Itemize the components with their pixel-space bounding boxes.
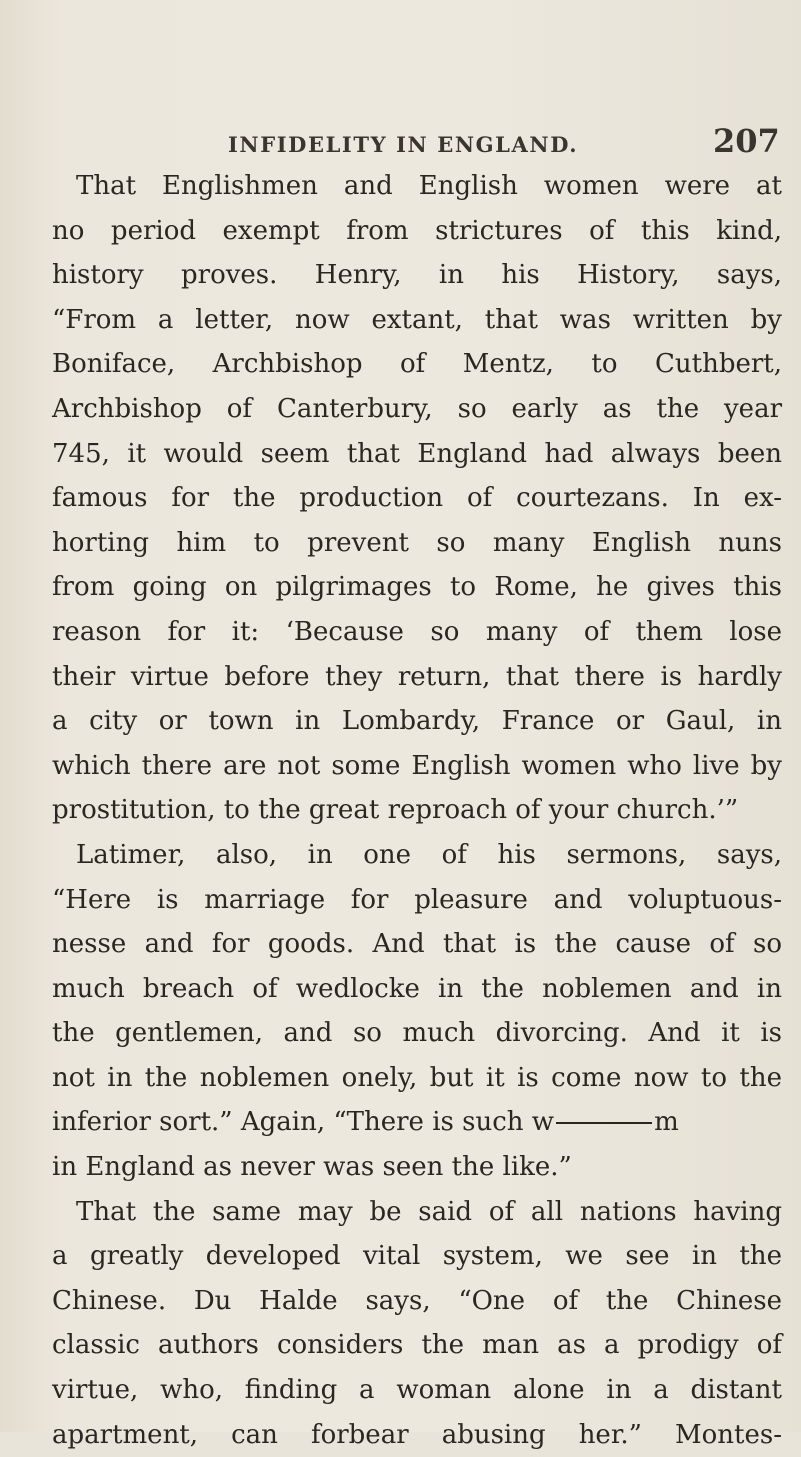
text-line: their virtue before they return, that there is hardly [52, 661, 782, 692]
text-line: Latimer, also, in one of his sermons, says, [76, 839, 782, 870]
text-line: nesse and for goods. And that is the cause of so [52, 929, 782, 960]
text-line: 745, it would seem that England had always been [52, 438, 782, 469]
text-line: not in the noblemen onely, but it is come now to the [52, 1062, 782, 1093]
text-line: horting him to prevent so many English nuns [52, 527, 782, 558]
text-line: in England as never was seen the like.” [52, 1152, 572, 1183]
text-line: a greatly developed vital system, we see in the [52, 1241, 782, 1272]
text-line: That the same may be said of all nations having [76, 1196, 782, 1227]
text-line: reason for it: ‘Because so many of them lose [52, 616, 782, 647]
text-line: Boniface, Archbishop of Mentz, to Cuthbert, [52, 349, 782, 380]
text-line-with-dash [52, 1100, 782, 1145]
text-fragment: m [654, 1107, 679, 1138]
page-number: 207 [713, 122, 780, 160]
text-line: no period exempt from strictures of this kind, [52, 215, 782, 246]
text-line: Archbishop of Canterbury, so early as the year [52, 393, 782, 424]
text-line: a city or town in Lombardy, France or Gaul, in [52, 706, 782, 737]
text-fragment: inferior sort.” Again, “There is such w [52, 1107, 555, 1138]
text-line: apartment, can forbear abusing her.” Montes- [52, 1419, 782, 1450]
text-line: Chinese. Du Halde says, “One of the Chinese [52, 1285, 782, 1316]
text-line: “Here is marriage for pleasure and voluptuous- [52, 884, 782, 915]
text-line: virtue, who, finding a woman alone in a distant [52, 1375, 782, 1406]
text-line: much breach of wedlocke in the noblemen and in [52, 973, 782, 1004]
text-line: from going on pilgrimages to Rome, he gives this [52, 572, 782, 603]
text-line: which there are not some English women who live by [52, 750, 782, 781]
running-head: INFIDELITY IN ENGLAND. [228, 132, 579, 157]
text-line: “From a letter, now extant, that was written by [52, 304, 782, 335]
dash-rule [556, 1122, 652, 1124]
text-line: classic authors considers the man as a prodigy of [52, 1330, 782, 1361]
text-line: famous for the production of courtezans. In ex- [52, 483, 782, 514]
text-line: prostitution, to the great reproach of your church.’” [52, 795, 739, 826]
text-line: That Englishmen and English women were at [76, 171, 782, 201]
page-header [0, 118, 801, 168]
text-line: history proves. Henry, in his History, says, [52, 260, 782, 291]
body-text [52, 164, 782, 1457]
text-line: the gentlemen, and so much divorcing. And it is [52, 1018, 782, 1049]
